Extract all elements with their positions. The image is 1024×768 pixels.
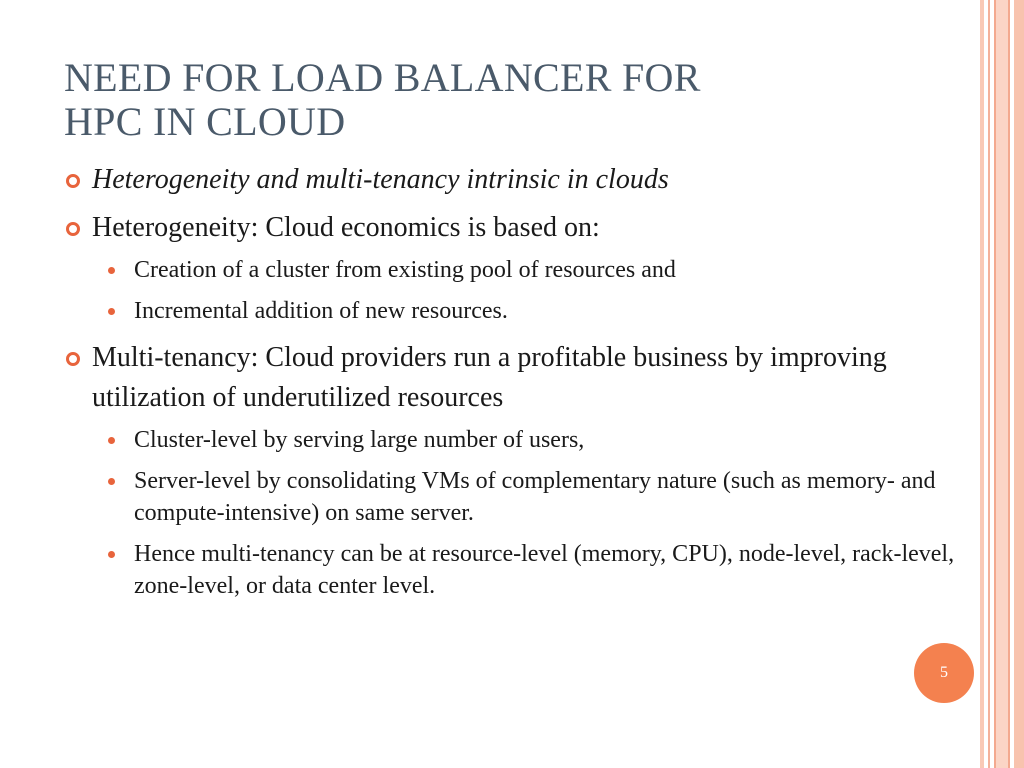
bullet-item: [64, 338, 994, 418]
slide-title-line: HPC IN CLOUD: [64, 99, 346, 144]
slide-title: [64, 56, 944, 144]
sub-bullet-text: Creation of a cluster from existing pool of resources and: [134, 257, 676, 283]
decorative-stripe: [1014, 0, 1024, 768]
sub-bullet-text: Incremental addition of new resources.: [134, 298, 508, 324]
filled-dot-bullet-icon: [108, 267, 115, 274]
slide-title-line: NEED FOR LOAD BALANCER FOR: [64, 55, 701, 100]
decorative-stripe: [994, 0, 1010, 768]
sub-bullet-item: [64, 465, 994, 529]
bullet-text: Multi-tenancy: Cloud providers run a profitable business by improving utilization of underutilized resources: [92, 342, 887, 413]
sub-bullet-item: [64, 254, 994, 286]
hollow-circle-bullet-icon: [66, 222, 80, 236]
sub-bullet-text: Hence multi-tenancy can be at resource-level (memory, CPU), node-level, rack-level, zone-level, or data center level.: [134, 541, 955, 599]
hollow-circle-bullet-icon: [66, 174, 80, 188]
page-number-badge: [914, 643, 974, 703]
filled-dot-bullet-icon: [108, 478, 115, 485]
sub-bullet-list: [64, 424, 994, 602]
sub-bullet-text: Server-level by consolidating VMs of complementary nature (such as memory- and compute-intensive) on same server.: [134, 468, 936, 526]
sub-bullet-text: Cluster-level by serving large number of users,: [134, 427, 585, 453]
bullet-item: [64, 160, 994, 200]
page-number: 5: [940, 664, 948, 681]
bullet-text: Heterogeneity: Cloud economics is based on:: [92, 212, 600, 243]
sub-bullet-item: [64, 295, 994, 327]
hollow-circle-bullet-icon: [66, 352, 80, 366]
bullet-item: [64, 208, 994, 248]
sub-bullet-list: [64, 254, 994, 327]
sub-bullet-item: [64, 538, 994, 602]
filled-dot-bullet-icon: [108, 437, 115, 444]
sub-bullet-item: [64, 424, 994, 456]
slide-body: [64, 160, 994, 613]
bullet-text: Heterogeneity and multi-tenancy intrinsic in clouds: [92, 164, 669, 195]
filled-dot-bullet-icon: [108, 308, 115, 315]
filled-dot-bullet-icon: [108, 551, 115, 558]
